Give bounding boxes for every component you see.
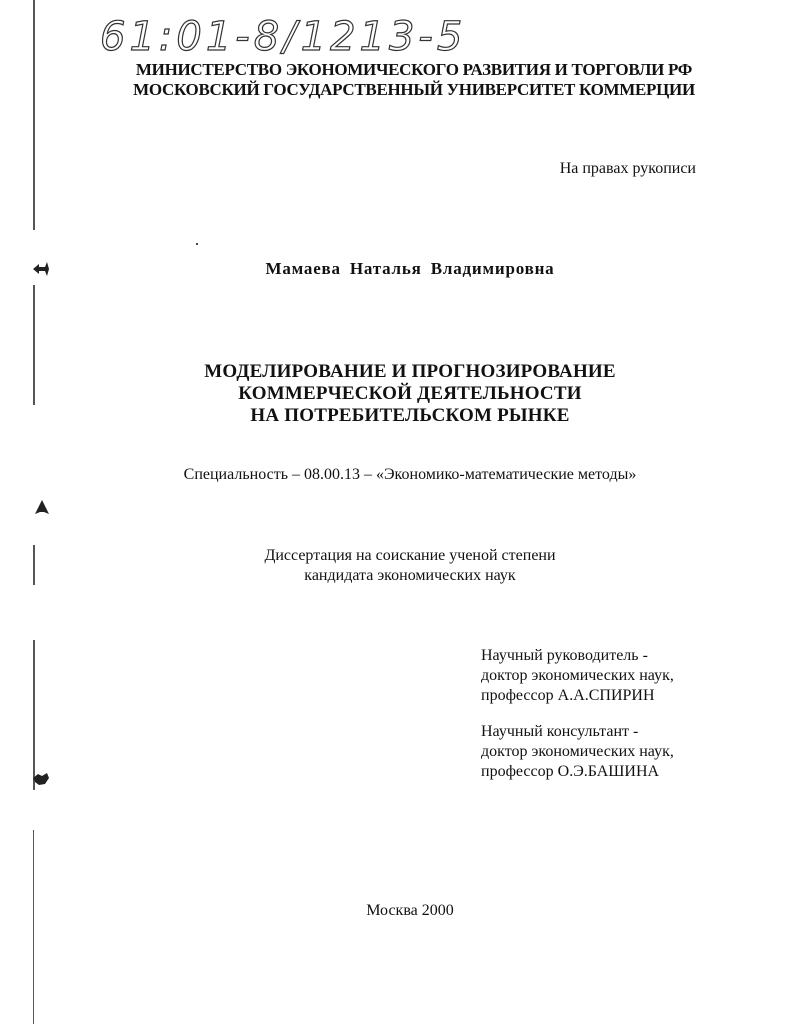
binding-mark-icon xyxy=(33,772,51,786)
speciality-line: Специальность – 08.00.13 – «Экономико-математические методы» xyxy=(183,466,637,483)
scientific-consultant xyxy=(481,722,674,782)
title-line: НА ПОТРЕБИТЕЛЬСКОМ РЫНКЕ xyxy=(250,405,570,426)
handwritten-archive-code xyxy=(100,10,470,60)
scientific-advisor xyxy=(481,646,674,706)
degree-line: Диссертация на соискание ученой степени xyxy=(264,547,556,564)
advisor-role: Научный руководитель - xyxy=(481,647,648,664)
dissertation-title xyxy=(0,361,792,427)
advisor-degree: доктор экономических наук, xyxy=(481,667,674,684)
consultant-role: Научный консультант - xyxy=(481,723,639,740)
svg-text:61:01-8/1213-5: 61:01-8/1213-5 xyxy=(100,14,467,60)
manuscript-rights-note: На правах рукописи xyxy=(559,160,696,177)
advisor-name: профессор А.А.СПИРИН xyxy=(481,687,655,704)
scan-speck xyxy=(196,243,198,245)
scan-edge-line xyxy=(33,640,35,790)
university-name: МОСКОВСКИЙ ГОСУДАРСТВЕННЫЙ УНИВЕРСИТЕТ КОММЕРЦИИ xyxy=(133,80,695,99)
consultant-degree: доктор экономических наук, xyxy=(481,743,674,760)
institution-header xyxy=(0,60,792,100)
title-line: МОДЕЛИРОВАНИЕ И ПРОГНОЗИРОВАНИЕ xyxy=(204,361,616,382)
scan-edge-line xyxy=(33,0,35,230)
consultant-name: профессор О.Э.БАШИНА xyxy=(481,763,660,780)
scan-edge-line xyxy=(33,830,34,1024)
city-and-year: Москва 2000 xyxy=(366,902,454,919)
degree-statement xyxy=(0,546,792,586)
title-line: КОММЕРЧЕСКОЙ ДЕЯТЕЛЬНОСТИ xyxy=(238,383,582,404)
binding-mark-icon xyxy=(33,500,51,514)
author-name: Мамаева Наталья Владимировна xyxy=(265,259,555,278)
ministry-name: МИНИСТЕРСТВО ЭКОНОМИЧЕСКОГО РАЗВИТИЯ И ТОРГОВЛИ РФ xyxy=(135,60,693,79)
degree-line: кандидата экономических наук xyxy=(304,567,516,584)
